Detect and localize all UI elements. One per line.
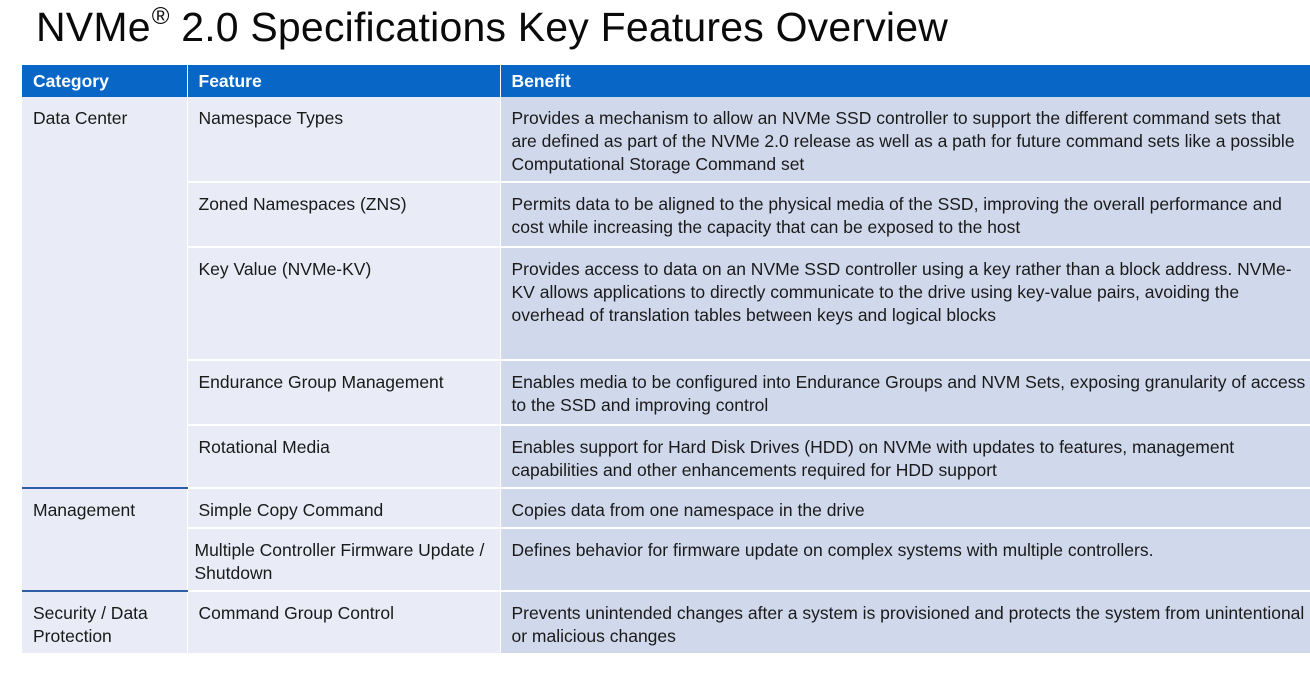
benefit-cell: Copies data from one namespace in the drive — [500, 488, 1310, 528]
header-feature: Feature — [187, 65, 500, 97]
table-row — [22, 591, 1310, 653]
feature-cell: Simple Copy Command — [187, 488, 500, 528]
table-row — [22, 360, 1310, 425]
feature-cell: Key Value (NVMe-KV) — [187, 247, 500, 360]
feature-cell: Rotational Media — [187, 425, 500, 488]
benefit-cell: Provides a mechanism to allow an NVMe SSD controller to support the different command sets that are defined as part of the NVMe 2.0 release as well as a path for future command sets like a possible Computational Storage Command set — [500, 97, 1310, 182]
benefit-cell: Permits data to be aligned to the physical media of the SSD, improving the overall performance and cost while increasing the capacity that can be exposed to the host — [500, 182, 1310, 247]
benefit-cell: Enables support for Hard Disk Drives (HDD) on NVMe with updates to features, management capabilities and other enhancements required for HDD support — [500, 425, 1310, 488]
header-category: Category — [22, 65, 187, 97]
features-table — [22, 65, 1310, 653]
benefit-cell: Prevents unintended changes after a system is provisioned and protects the system from unintentional or malicious changes — [500, 591, 1310, 653]
table-row — [22, 528, 1310, 591]
slide-title — [36, 2, 948, 52]
feature-cell: Zoned Namespaces (ZNS) — [187, 182, 500, 247]
feature-cell: Command Group Control — [187, 591, 500, 653]
table-row — [22, 488, 1310, 528]
category-management: Management — [22, 488, 187, 591]
header-benefit: Benefit — [500, 65, 1310, 97]
table-header-row — [22, 65, 1310, 97]
feature-cell: Namespace Types — [187, 97, 500, 182]
benefit-cell: Provides access to data on an NVMe SSD controller using a key rather than a block address. NVMe-KV allows applications to directly communicate to the drive using key-value pairs, avoiding the overhead of translation tables between keys and logical blocks — [500, 247, 1310, 360]
feature-cell: Multiple Controller Firmware Update / Shutdown — [187, 528, 500, 591]
title-main: NVMe — [36, 4, 151, 50]
table-row — [22, 247, 1310, 360]
benefit-cell: Enables media to be configured into Endurance Groups and NVM Sets, exposing granularity of access to the SSD and improving control — [500, 360, 1310, 425]
title-rest: 2.0 Specifications Key Features Overview — [169, 4, 949, 50]
feature-cell: Endurance Group Management — [187, 360, 500, 425]
table-row — [22, 182, 1310, 247]
category-data-center: Data Center — [22, 97, 187, 488]
table-row — [22, 97, 1310, 182]
table-row — [22, 425, 1310, 488]
registered-mark: ® — [151, 3, 170, 30]
category-security: Security / Data Protection — [22, 591, 187, 653]
benefit-cell: Defines behavior for firmware update on complex systems with multiple controllers. — [500, 528, 1310, 591]
